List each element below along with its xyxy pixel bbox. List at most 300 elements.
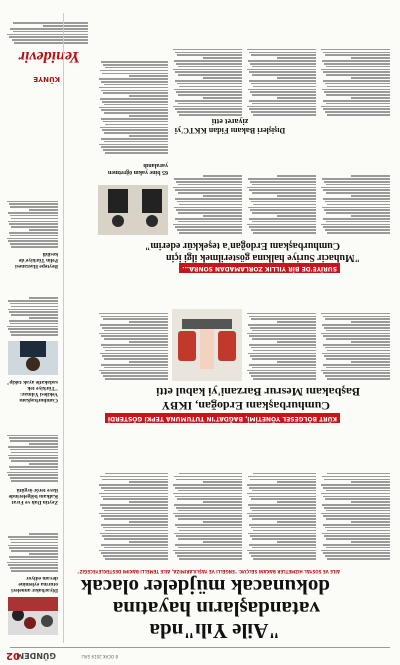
text-line [352, 97, 391, 99]
text-line [248, 89, 316, 91]
text-line [102, 138, 169, 140]
main-body-col3 [172, 431, 242, 561]
text-line [250, 327, 316, 329]
text-line [99, 484, 168, 486]
text-line [102, 81, 169, 83]
text-line [179, 530, 242, 532]
text-line [104, 547, 168, 549]
text-line [323, 524, 390, 526]
text-line [101, 552, 168, 554]
text-line [11, 334, 58, 336]
text-line [326, 338, 390, 340]
text-line [327, 114, 390, 116]
opinion-body-col1 [320, 17, 390, 117]
text-line [249, 198, 316, 200]
sidebar-story2-title: Zeytin Dalı ve Fırat Kalkanı bölgelerinde ilave terör örgütü [8, 487, 58, 505]
text-line [175, 226, 242, 228]
imprint-label: KÜNYE [33, 75, 60, 83]
text-line [105, 378, 168, 380]
text-line [250, 218, 317, 220]
text-line [250, 364, 317, 366]
text-line [322, 533, 390, 535]
text-line [11, 452, 58, 454]
text-line [29, 229, 58, 231]
text-line [253, 378, 316, 380]
sidebar-story2-body [6, 413, 58, 483]
text-line [178, 212, 242, 214]
sidebar-story1-body [6, 513, 58, 573]
text-line [29, 443, 58, 445]
text-line [252, 74, 316, 76]
text-line [9, 311, 58, 313]
text-line [99, 333, 168, 335]
text-line [99, 144, 168, 146]
text-line [10, 331, 58, 333]
text-line [352, 175, 391, 177]
story3-body-col1 [320, 145, 390, 235]
text-line [323, 226, 390, 228]
text-line [251, 54, 316, 56]
main-subhead: AILE VE SOSYAL HIZMETLER BAKANI SELÇUK: "ENGELLI VE YAŞLILARIMIZA, AILE TEMELLI BAKIMI DESTEKLEYECEĞIZ" [77, 569, 340, 574]
text-line [101, 90, 168, 92]
text-line [324, 91, 390, 93]
text-line [327, 204, 390, 206]
text-line [326, 490, 390, 492]
text-line [249, 52, 316, 54]
text-line [323, 316, 390, 318]
text-line [324, 181, 390, 183]
text-line [100, 353, 168, 355]
text-line [101, 146, 168, 148]
text-line [327, 558, 390, 560]
text-line [104, 84, 168, 86]
text-line [103, 318, 168, 320]
text-line [325, 54, 390, 56]
page-number: 02 [6, 650, 20, 661]
text-line [175, 552, 242, 554]
text-line [11, 550, 58, 552]
text-line [250, 336, 317, 338]
text-line [321, 313, 390, 315]
text-line [253, 530, 316, 532]
text-line [250, 487, 317, 489]
text-line [104, 510, 168, 512]
section-label: GÜNDEM [16, 651, 56, 660]
text-line [322, 89, 390, 91]
text-line [130, 501, 169, 503]
text-line [173, 513, 242, 515]
text-line [102, 535, 168, 537]
text-line [176, 209, 242, 211]
text-line [99, 78, 168, 80]
text-line [9, 438, 58, 440]
text-line [325, 498, 390, 500]
text-line [11, 306, 58, 308]
text-line [327, 86, 390, 88]
text-line [249, 372, 316, 374]
text-line [100, 70, 168, 72]
main-body-col1 [320, 431, 390, 561]
text-line [29, 209, 58, 211]
text-line [250, 507, 316, 509]
text-line [247, 106, 316, 108]
text-line [103, 121, 168, 123]
text-line [323, 496, 390, 498]
text-line [10, 567, 58, 569]
text-line [176, 507, 242, 509]
text-line [247, 333, 316, 335]
sidebar-photo-mothers [8, 597, 58, 635]
text-line [352, 195, 391, 197]
text-line [175, 198, 242, 200]
text-line [324, 336, 391, 338]
text-line [248, 476, 316, 478]
text-line [204, 215, 243, 217]
text-line [9, 466, 58, 468]
text-line [10, 235, 58, 237]
text-line [325, 229, 390, 231]
text-line [13, 31, 88, 33]
text-line [10, 206, 58, 208]
main-headline-line3: dokunacak müjdeler olacak [80, 575, 330, 599]
text-line [176, 535, 242, 537]
text-line [105, 152, 168, 154]
text-line [323, 344, 390, 346]
text-line [250, 516, 317, 518]
text-line [247, 513, 316, 515]
text-line [174, 178, 242, 180]
text-line [321, 370, 390, 372]
text-line [104, 104, 168, 106]
text-line [175, 524, 242, 526]
text-line [178, 192, 242, 194]
text-line [105, 530, 168, 532]
text-line [178, 547, 242, 549]
text-line [249, 496, 316, 498]
text-line [101, 496, 168, 498]
text-line [178, 66, 242, 68]
text-line [321, 49, 390, 51]
text-line [43, 25, 88, 27]
text-line [324, 544, 391, 546]
text-line [178, 221, 242, 223]
text-line [278, 175, 317, 177]
text-line [326, 221, 390, 223]
text-line [130, 361, 169, 363]
story3-headline-line1: "Muhacir Suriye halkına gösterilmek ilgi için [166, 252, 360, 263]
text-line [250, 63, 316, 65]
story3-body-col2 [246, 145, 316, 235]
text-line [29, 553, 58, 555]
text-line [323, 372, 390, 374]
text-line [130, 75, 169, 77]
text-line [103, 555, 168, 557]
text-line [204, 481, 243, 483]
text-line [204, 57, 243, 59]
text-line [7, 201, 58, 203]
text-line [325, 375, 390, 377]
text-line [100, 504, 168, 506]
text-line [325, 83, 390, 85]
text-line [352, 501, 391, 503]
text-line [252, 538, 316, 540]
text-line [177, 555, 242, 557]
text-line [7, 472, 58, 474]
text-line [250, 544, 317, 546]
text-line [327, 232, 390, 234]
text-line [325, 527, 390, 529]
sidebar-quote-title: 65 bine yakın öğretmen yaralandı [107, 162, 168, 175]
text-line [247, 550, 316, 552]
text-line [9, 36, 88, 38]
text-line [102, 73, 168, 75]
text-line [250, 209, 316, 211]
text-line [130, 341, 169, 343]
text-line [278, 97, 317, 99]
text-line [325, 111, 390, 113]
text-line [176, 181, 242, 183]
text-line [352, 341, 391, 343]
text-line [251, 83, 316, 85]
text-line [99, 493, 168, 495]
text-line [248, 60, 316, 62]
text-line [278, 57, 317, 59]
text-line [130, 115, 169, 117]
text-line [104, 330, 168, 332]
text-line [248, 178, 316, 180]
text-line [177, 498, 242, 500]
text-line [10, 243, 58, 245]
text-line [326, 330, 390, 332]
text-line [321, 493, 390, 495]
text-line [178, 184, 242, 186]
text-line [324, 479, 390, 481]
text-line [247, 370, 316, 372]
text-line [177, 83, 242, 85]
text-line [278, 501, 317, 503]
text-line [250, 479, 316, 481]
text-line [324, 190, 391, 192]
text-line [324, 72, 391, 74]
text-line [9, 223, 58, 225]
text-line [326, 212, 390, 214]
text-line [8, 309, 58, 311]
text-line [321, 484, 390, 486]
text-line [324, 364, 391, 366]
text-line [324, 535, 390, 537]
text-line [178, 74, 242, 76]
text-line [11, 570, 58, 572]
opinion-body-col4 [98, 17, 168, 155]
text-line [12, 39, 88, 41]
text-line [176, 516, 243, 518]
text-line [250, 190, 317, 192]
text-line [100, 98, 168, 100]
text-line [177, 229, 242, 231]
text-line [253, 86, 316, 88]
text-line [173, 550, 242, 552]
text-line [252, 94, 316, 96]
main-body-col2 [246, 431, 316, 561]
text-line [252, 212, 316, 214]
text-line [321, 513, 390, 515]
text-line [29, 533, 58, 535]
text-line [173, 224, 242, 226]
text-line [173, 69, 242, 71]
text-line [250, 72, 317, 74]
text-line [251, 229, 316, 231]
sidebar-story1-title: Diyarbakır anneleri oturma eylemine devam ediyor [11, 575, 58, 593]
text-line [174, 476, 242, 478]
text-line [9, 547, 58, 549]
text-line [322, 60, 390, 62]
text-line [105, 350, 168, 352]
text-line [102, 327, 168, 329]
text-line [323, 198, 390, 200]
text-line [8, 300, 58, 302]
text-line [250, 100, 317, 102]
text-line [102, 507, 168, 509]
story3-body-col3 [172, 145, 242, 235]
text-line [102, 487, 169, 489]
text-line [252, 103, 316, 105]
text-line [321, 333, 390, 335]
text-line [99, 313, 168, 315]
text-line [176, 72, 243, 74]
text-line [250, 535, 316, 537]
text-line [204, 521, 243, 523]
text-line [104, 132, 168, 134]
text-line [179, 473, 242, 475]
text-line [176, 91, 242, 93]
text-line [101, 118, 168, 120]
text-line [11, 480, 58, 482]
opinion-body-col3 [172, 17, 242, 117]
main-headline-line1: "Aile Yılı"nda [149, 619, 280, 643]
text-line [352, 541, 391, 543]
text-line [252, 338, 316, 340]
header-rule [10, 647, 390, 648]
text-line [11, 246, 58, 248]
text-line [8, 240, 58, 242]
text-line [321, 106, 390, 108]
sidebar-story3-title: Cumhurbaşkanı Vekilesi Yılmaz: "Türkiye tek sadakatle ayak takip" [6, 379, 58, 403]
text-line [130, 541, 169, 543]
text-line [14, 42, 88, 44]
text-line [104, 358, 168, 360]
visit-photo [98, 185, 168, 235]
text-line [177, 201, 242, 203]
text-line [104, 141, 168, 143]
text-line [177, 111, 242, 113]
text-line [278, 195, 317, 197]
text-line [103, 92, 168, 94]
story2-headline-line2: Başbakanı Mesrur Barzani'yi kabul etti [156, 385, 360, 399]
text-line [252, 510, 316, 512]
text-line [104, 490, 168, 492]
text-line [247, 224, 316, 226]
text-line [103, 149, 168, 151]
text-line [176, 63, 242, 65]
text-line [325, 201, 390, 203]
text-line [352, 77, 391, 79]
text-line [7, 435, 58, 437]
text-line [130, 95, 169, 97]
text-line [322, 178, 390, 180]
text-line [175, 52, 242, 54]
text-line [322, 504, 390, 506]
text-line [104, 538, 168, 540]
text-line [248, 353, 316, 355]
text-line [8, 328, 58, 330]
text-line [102, 516, 169, 518]
text-line [326, 66, 390, 68]
text-line [253, 114, 316, 116]
text-line [251, 375, 316, 377]
text-line [103, 375, 168, 377]
text-line [324, 100, 391, 102]
text-line [321, 69, 390, 71]
text-line [8, 455, 58, 457]
text-line [249, 524, 316, 526]
sidebar-photo-speaker [8, 341, 58, 375]
text-line [321, 550, 390, 552]
text-line [105, 67, 168, 69]
text-line [248, 324, 316, 326]
text-line [102, 364, 169, 366]
text-line [102, 129, 168, 131]
text-line [102, 110, 169, 112]
text-line [250, 355, 316, 357]
story3-tag: SURİYE'DE BİR YILLIK ZORLAMADAN SONRA... [179, 263, 340, 273]
text-line [326, 74, 390, 76]
text-line [352, 361, 391, 363]
text-line [250, 91, 316, 93]
text-line [326, 367, 390, 369]
text-line [100, 127, 168, 129]
text-line [105, 124, 168, 126]
text-line [325, 347, 390, 349]
text-line [7, 562, 58, 564]
meeting-photo [172, 309, 242, 381]
story2-headline-line1: Cumhurbaşkanı Erdoğan, IKBY [161, 399, 330, 413]
text-line [10, 449, 58, 451]
text-line [102, 544, 169, 546]
text-line [10, 559, 58, 561]
text-line [321, 187, 390, 189]
text-line [176, 544, 243, 546]
text-line [173, 187, 242, 189]
text-line [101, 524, 168, 526]
text-line [7, 34, 88, 36]
text-line [326, 184, 390, 186]
text-line [173, 49, 242, 51]
text-line [9, 556, 58, 558]
text-line [105, 558, 168, 560]
text-line [7, 326, 58, 328]
text-line [252, 367, 316, 369]
text-line [204, 97, 243, 99]
text-line [325, 318, 390, 320]
text-line [179, 114, 242, 116]
text-line [321, 224, 390, 226]
text-line [101, 372, 168, 374]
text-line [325, 555, 390, 557]
page-date: 8 OCAK 2019 SALI [81, 654, 118, 659]
text-line [99, 513, 168, 515]
text-line [278, 521, 317, 523]
text-line [352, 481, 391, 483]
